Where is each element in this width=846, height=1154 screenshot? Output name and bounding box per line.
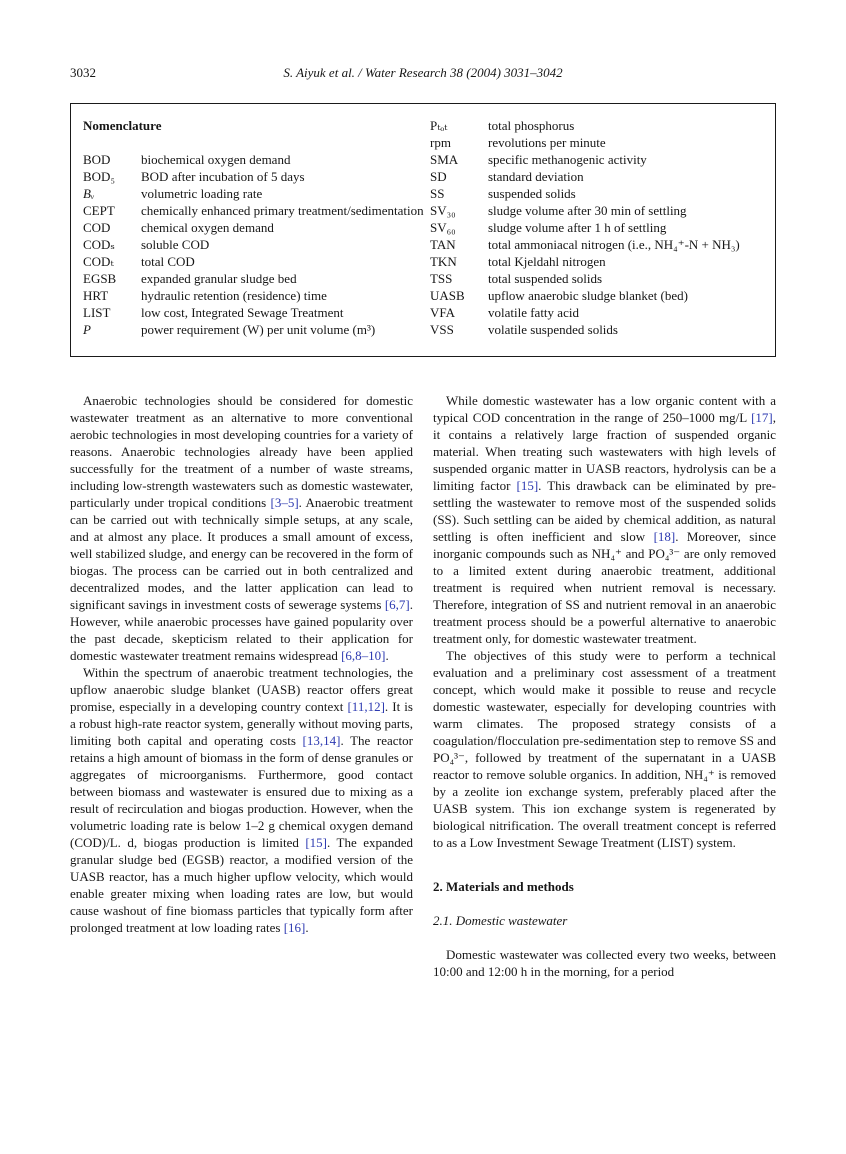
nomenclature-title: Nomenclature [83, 118, 162, 133]
nomenclature-entry [430, 117, 763, 134]
nomenclature-term: TAN [429, 237, 456, 252]
text-run: . Anaerobic treatment can be carried out with technically simple setups, at any scale, and at almost any place. It produces a small amount of excess, well stabilized sludge, and energy can be recovered in the form of biogas. The process can be carried out in both centralized and decentralized modes, and the latter application can lead to significant savings in investment costs of sewerage systems [70, 495, 413, 612]
citation-link[interactable]: [17] [751, 410, 773, 425]
text-run: . The reactor retains a high amount of biomass in the form of dense granules or aggregates of microorganisms. Furthermore, good contact between biomass and wastewater is ensured due to mixing as a result of recirculation and biogas production. However, when the volumetric loading rate is below 1–2 g chemical oxygen demand (COD)/L. d, biogas production is limited [70, 733, 414, 850]
citation-link[interactable]: [18] [653, 529, 676, 544]
nomenclature-definition: total ammoniacal nitrogen (i.e., NH₄⁺-N + NH₃) [487, 237, 740, 252]
citation-link[interactable]: [16] [283, 920, 306, 935]
citation-link[interactable]: [6,8–10] [341, 648, 386, 663]
nomenclature-definition: hydraulic retention (residence) time [141, 288, 327, 303]
nomenclature-definition: suspended solids [487, 186, 576, 201]
nomenclature-entry [430, 168, 763, 185]
text-run: . It is a robust high-rate reactor system, generally without moving parts, limiting both capital and operating costs [70, 699, 413, 748]
nomenclature-term: VFA [429, 305, 456, 320]
citation-link[interactable]: [13,14] [302, 733, 341, 748]
nomenclature-entry [83, 185, 430, 202]
nomenclature-entry [430, 185, 763, 202]
nomenclature-definition: biochemical oxygen demand [141, 152, 291, 167]
text-run: . However, while anaerobic processes have gained popularity over the past decade, skepticism related to their application for domestic wastewater treatment remains widespread [70, 597, 413, 663]
nomenclature-entry [430, 151, 763, 168]
text-run: Within the spectrum of anaerobic treatment technologies, the upflow anaerobic sludge blanket (UASB) reactor offers great promise, especially in a developing country context [70, 665, 413, 714]
text-run: While domestic wastewater has a low organic content with a typical COD concentration in the range of 250–1000 mg/L [433, 393, 776, 425]
section-heading: 2. Materials and methods [433, 879, 574, 894]
running-header [70, 64, 776, 82]
nomenclature-definition: power requirement (W) per unit volume (m³) [141, 322, 376, 337]
nomenclature-entry [83, 168, 430, 185]
nomenclature-entry [430, 202, 763, 219]
page-number: 3032 [70, 65, 96, 80]
nomenclature-definition: total suspended solids [487, 271, 603, 286]
nomenclature-definition: BOD after incubation of 5 days [141, 169, 305, 184]
nomenclature-entry [430, 134, 763, 151]
nomenclature-entry [430, 287, 763, 304]
nomenclature-entry [83, 202, 430, 219]
nomenclature-definition: soluble COD [141, 237, 210, 252]
nomenclature-term: TKN [429, 254, 457, 269]
nomenclature-entry [430, 304, 763, 321]
nomenclature-definition: revolutions per minute [487, 135, 606, 150]
nomenclature-definition: total Kjeldahl nitrogen [487, 254, 606, 269]
nomenclature-entry [83, 304, 430, 321]
paragraph [70, 664, 413, 936]
citation-link[interactable]: [6,7] [384, 597, 410, 612]
nomenclature-definition: sludge volume after 30 min of settling [487, 203, 687, 218]
nomenclature-term: VSS [429, 322, 454, 337]
nomenclature-entry [83, 253, 430, 270]
nomenclature-term: SV₆₀ [429, 220, 456, 235]
nomenclature-list-right [430, 117, 763, 338]
nomenclature-entry [83, 151, 430, 168]
text-run: . This drawback can be eliminated by pre-settling the wastewater to remove most of the suspended solids (SS). Such settling can be aided by chemical addition, as natural settling is often inefficient and slow [433, 478, 776, 544]
nomenclature-term: EGSB [83, 271, 117, 286]
citation-link[interactable]: [15] [516, 478, 539, 493]
nomenclature-entry [430, 270, 763, 287]
nomenclature-definition: volatile suspended solids [487, 322, 618, 337]
nomenclature-definition: volumetric loading rate [141, 186, 263, 201]
nomenclature-term: rpm [429, 135, 451, 150]
nomenclature-list-left [83, 151, 430, 338]
nomenclature-term: COD [83, 220, 111, 235]
paragraph [433, 647, 776, 851]
nomenclature-definition: chemical oxygen demand [141, 220, 274, 235]
nomenclature-definition: sludge volume after 1 h of settling [487, 220, 667, 235]
nomenclature-entry [83, 321, 430, 338]
citation-link[interactable]: [3–5] [270, 495, 299, 510]
nomenclature-term: SV₃₀ [429, 203, 456, 218]
nomenclature-entry [430, 219, 763, 236]
text-run: . The expanded granular sludge bed (EGSB) reactor, a modified version of the UASB reactor, has a much higher upflow velocity, which would enable greater mixing when loading rates are low, but would cause washout of fine biomass particles that typically form after prolonged treatment at low loading rates [70, 835, 414, 935]
nomenclature-definition: expanded granular sludge bed [141, 271, 297, 286]
nomenclature-term: CODₜ [83, 254, 114, 269]
nomenclature-term: P [83, 322, 91, 337]
nomenclature-term: LIST [83, 305, 111, 320]
nomenclature-entry [430, 236, 763, 253]
nomenclature-term: SS [429, 186, 445, 201]
body-column-right [433, 392, 776, 980]
nomenclature-definition: chemically enhanced primary treatment/sedimentation [141, 203, 424, 218]
text-run: The objectives of this study were to perform a technical evaluation and a preliminary cost assessment of a treatment concept, which would make it possible to reuse and recycle domestic wastewater, especially for developing countries with warm climates. The proposed strategy consists of a coagulation/flocculation pre-sedimentation step to remove SS and PO₄³⁻, followed by treatment of the supernatant in a UASB reactor to remove soluble organics. In addition, NH₄⁺ is removed by a zeolite ion exchange system, preferably placed after the UASB system. This ion exchange system is regenerated by biological nitrification. The overall treatment concept is referred to as a Low Investment Sewage Treatment (LIST) system. [433, 648, 776, 850]
nomenclature-entry [83, 219, 430, 236]
nomenclature-definition: total phosphorus [487, 118, 575, 133]
nomenclature-column-right [430, 117, 763, 338]
nomenclature-definition: upflow anaerobic sludge blanket (bed) [487, 288, 688, 303]
nomenclature-entry [83, 236, 430, 253]
running-head-title: S. Aiyuk et al. / Water Research 38 (2004) 3031–3042 [283, 65, 563, 80]
nomenclature-entry [430, 253, 763, 270]
nomenclature-term: BOD₅ [83, 169, 115, 184]
nomenclature-term: CODₛ [83, 237, 115, 252]
paragraph [70, 392, 413, 664]
nomenclature-column-left [83, 117, 430, 338]
paragraph [433, 946, 776, 980]
nomenclature-term: SMA [429, 152, 459, 167]
nomenclature-term: CEPT [83, 203, 115, 218]
subsection-heading: 2.1. Domestic wastewater [433, 913, 568, 928]
nomenclature-term: Pₜₒₜ [429, 118, 448, 133]
nomenclature-term: UASB [429, 288, 465, 303]
nomenclature-box [70, 103, 776, 357]
nomenclature-definition: specific methanogenic activity [487, 152, 647, 167]
text-run: . [305, 920, 309, 935]
citation-link[interactable]: [15] [305, 835, 327, 850]
nomenclature-term: TSS [429, 271, 453, 286]
nomenclature-definition: volatile fatty acid [487, 305, 579, 320]
text-run: . Moreover, since inorganic compounds such as NH₄⁺ and PO₄³⁻ are only removed to a limited extent during anaerobic treatment, additional treatment is required when nutrient removal is necessary. Therefore, integration of SS and nutrient removal in an anaerobic treatment process should be a powerful alternative to anaerobic treatment only, for domestic wastewater treatment. [433, 529, 776, 646]
nomenclature-term: HRT [83, 288, 109, 303]
text-run: Domestic wastewater was collected every two weeks, between 10:00 and 12:00 h in the morning, for a period [433, 947, 776, 979]
nomenclature-entry [83, 270, 430, 287]
nomenclature-entry [430, 321, 763, 338]
nomenclature-entry [83, 287, 430, 304]
nomenclature-definition: total COD [141, 254, 195, 269]
text-run: . [385, 648, 389, 663]
nomenclature-definition: standard deviation [487, 169, 584, 184]
nomenclature-term: Bᵥ [83, 186, 95, 201]
body-column-left [70, 392, 413, 936]
nomenclature-term: SD [429, 169, 447, 184]
text-run: , it contains a relatively large fraction of suspended organic material. When treating such wastewaters with high levels of suspended organic matter in UASB reactors, hydrolysis can be a limiting factor [433, 410, 776, 493]
paragraph [433, 392, 776, 647]
nomenclature-term: BOD [83, 152, 111, 167]
text-run: Anaerobic technologies should be considered for domestic wastewater treatment as an alternative to more conventional aerobic technologies in most developing countries for a variety of reasons. Anaerobic technologies already have been applied successfully for the treatment of a number of waste streams, including low-strength wastewaters such as domestic wastewater, particularly under tropical conditions [70, 393, 413, 510]
citation-link[interactable]: [11,12] [347, 699, 385, 714]
nomenclature-definition: low cost, Integrated Sewage Treatment [141, 305, 344, 320]
